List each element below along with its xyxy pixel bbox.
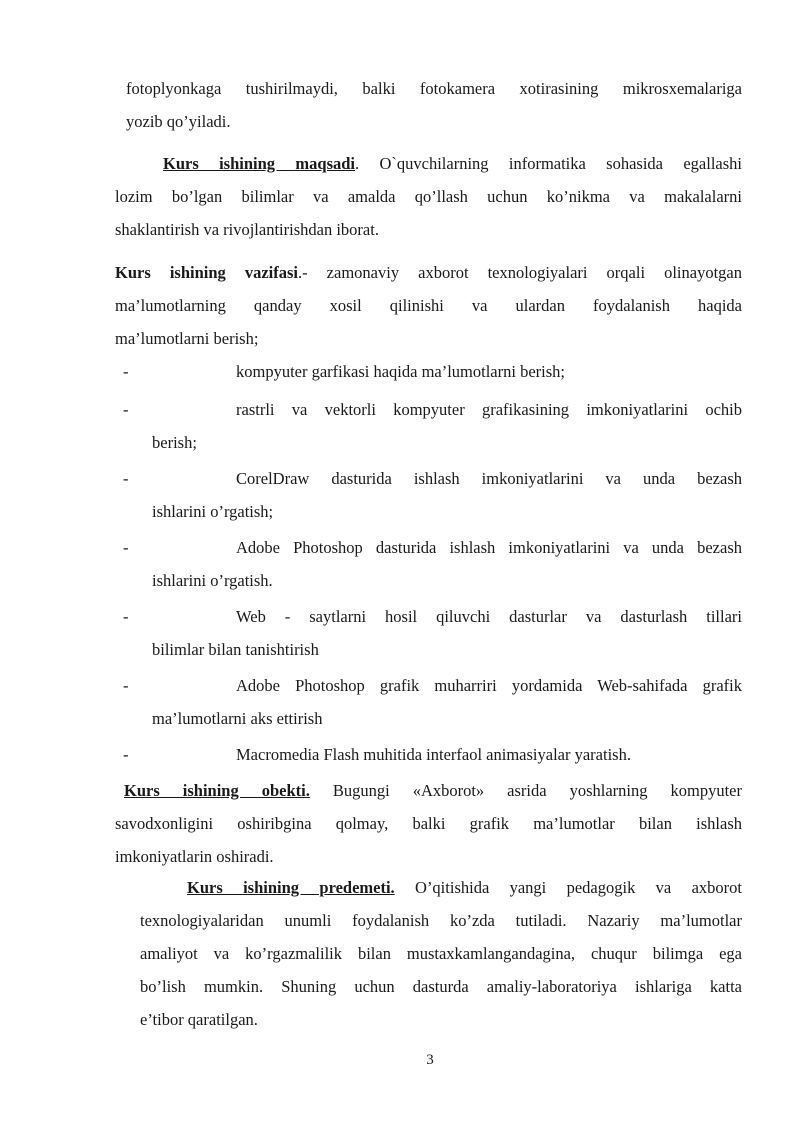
paragraph-line — [115, 147, 742, 180]
paragraph-line: shaklantirish va rivojlantirishdan iborat. — [115, 220, 379, 239]
paragraph-line — [140, 871, 742, 904]
paragraph-line: amaliyot va ko’rgazmalilik bilan mustaxkamlangandagina, chuqur bilimga ega — [140, 944, 742, 963]
paragraph-tasks — [115, 256, 742, 355]
list-item-text: Macromedia Flash muhitida interfaol animasiyalar yaratish. — [236, 745, 631, 764]
list-item-text: rastrli va vektorli kompyuter grafikasining imkoniyatlarini ochib — [236, 400, 742, 419]
list-dash: - — [123, 538, 129, 557]
list-item-continuation: ishlarini o’rgatish. — [152, 571, 273, 590]
list-dash: - — [123, 676, 129, 695]
paragraph-subject — [140, 871, 742, 1036]
list-dash: - — [123, 607, 129, 626]
list-dash: - — [123, 400, 129, 419]
paragraph-line: savodxonligini oshiribgina qolmay, balki grafik ma’lumotlar bilan ishlash — [115, 814, 742, 833]
goal-heading: Kurs ishining maqsadi — [163, 154, 355, 173]
paragraph-line — [115, 256, 742, 289]
tasks-heading: Kurs ishining vazifasi — [115, 263, 298, 282]
paragraph-line: ma’lumotlarni berish; — [115, 329, 259, 348]
paragraph-line: yozib qo’yiladi. — [126, 112, 231, 131]
paragraph-line: fotoplyonkaga tushirilmaydi, balki fotokamera xotirasining mikrosxemalariga — [126, 79, 742, 98]
list-dash: - — [123, 469, 129, 488]
paragraph-line: ma’lumotlarning qanday xosil qilinishi va ulardan foydalanish haqida — [115, 296, 742, 315]
list-item-text: Web - saytlarni hosil qiluvchi dasturlar va dasturlash tillari — [236, 607, 742, 626]
paragraph-goal — [115, 147, 742, 246]
paragraph-line: e’tibor qaratilgan. — [140, 1010, 258, 1029]
tasks-text: .- zamonaviy axborot texnologiyalari orqali olinayotgan — [298, 263, 742, 282]
subject-text: O’qitishida yangi pedagogik va axborot — [394, 878, 742, 897]
paragraph-intro — [126, 72, 742, 138]
list-item-continuation: ma’lumotlarni aks ettirish — [152, 709, 323, 728]
list-item-text: Adobe Photoshop dasturida ishlash imkoniyatlarini va unda bezash — [236, 538, 742, 557]
paragraph-line: lozim bo’lgan bilimlar va amalda qo’llash uchun ko’nikma va makalalarni — [115, 187, 742, 206]
list-dash: - — [123, 362, 129, 381]
goal-text: . O`quvchilarning informatika sohasida egallashi — [355, 154, 742, 173]
list-item-continuation: bilimlar bilan tanishtirish — [152, 640, 319, 659]
list-dash: - — [123, 745, 129, 764]
list-item-text: CorelDraw dasturida ishlash imkoniyatlarini va unda bezash — [236, 469, 742, 488]
list-item-text: kompyuter garfikasi haqida ma’lumotlarni berish; — [236, 362, 565, 381]
paragraph-line: bo’lish mumkin. Shuning uchun dasturda amaliy-laboratoriya ishlariga katta — [140, 977, 742, 996]
list-item-continuation: berish; — [152, 433, 197, 452]
object-heading: Kurs ishining obekti. — [124, 781, 310, 800]
subject-heading: Kurs ishining predemeti. — [187, 878, 395, 897]
paragraph-line — [115, 774, 742, 807]
list-item-text: Adobe Photoshop grafik muharriri yordamida Web-sahifada grafik — [236, 676, 742, 695]
list-item-continuation: ishlarini o’rgatish; — [152, 502, 274, 521]
page-number: 3 — [426, 1052, 434, 1068]
paragraph-line: imkoniyatlarin oshiradi. — [115, 847, 274, 866]
object-text: Bugungi «Axborot» asrida yoshlarning kompyuter — [309, 781, 742, 800]
paragraph-line: texnologiyalaridan unumli foydalanish ko’zda tutiladi. Nazariy ma’lumotlar — [140, 911, 742, 930]
paragraph-object — [115, 774, 742, 873]
